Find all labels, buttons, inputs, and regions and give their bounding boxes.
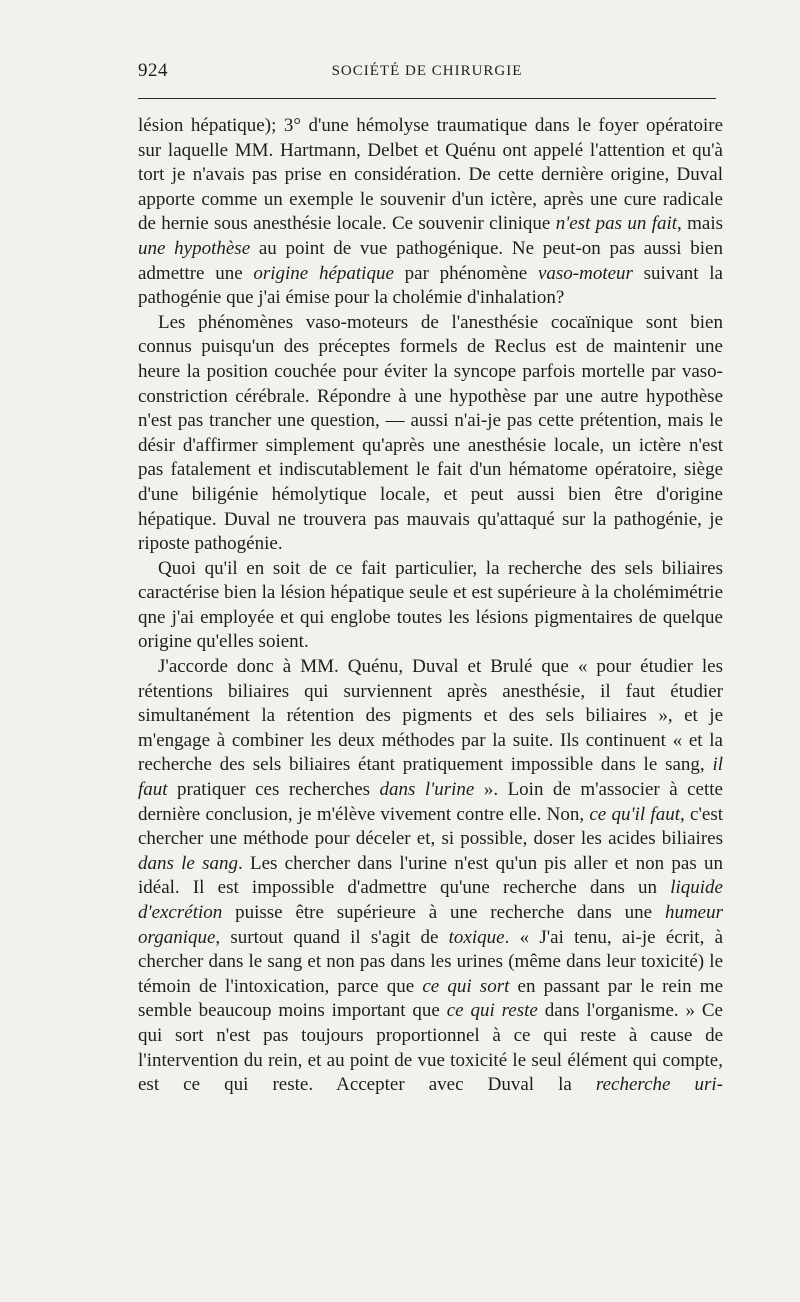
text-run: pratiquer ces recherches [167,779,380,801]
page-header [138,60,716,84]
italic-text: liquide d'excrétion [138,877,723,923]
italic-text: toxique [448,926,505,948]
text-run: par phénomène [393,262,538,284]
text-run: Les phénomènes vaso-moteurs de l'anesthésie cocaïnique sont bien connus puisqu'un des préceptes formels de Reclus est de maintenir une heure la position couchée pour éviter la syncope parfois mortelle par vaso-constriction cérébrale. Répondre à une hypothèse par une autre hypothèse n'est pas trancher une question, — aussi n'ai-je pas cette prétention, mais le désir d'affirmer simplement qu'après une anesthésie locale, un ictère n'est pas fatalement et indiscutablement le fait d'un hématome opératoire, siège d'une biligénie hémolytique locale, et peut aussi bien être d'origine hépatique. Duval ne trouvera pas mauvais qu'attaqué sur la pathogénie, je riposte pathogénie. [138,311,723,555]
italic-text: ce qui sort [422,975,510,997]
text-run: . « J'ai tenu, ai-je écrit, à chercher dans le sang et non pas dans les urines (même dans leur toxicité) le témoin de l'intoxication, parce que [138,926,723,997]
body-text [138,114,723,1098]
italic-text: dans l'urine [379,779,475,801]
text-run: dans l'organisme. » Ce qui sort n'est pas toujours proportionnel à ce qui reste à cause de l'intervention du rein, et au point de vue toxicité le seul élément qui compte, est ce qui reste. Accepter avec Duval la [138,1000,723,1096]
text-run: . Les chercher dans l'urine n'est qu'un pis aller et non pas un idéal. Il est impossible d'admettre qu'une recherche dans un [138,852,724,899]
italic-text: dans le sang [138,852,238,874]
text-run: suivant la pathogénie que j'ai émise pour la cholémie d'inhalation? [138,262,723,309]
italic-text: humeur organique [138,902,723,948]
italic-text: vaso-moteur [537,262,633,284]
text-run: ». Loin de m'associer à cette dernière conclusion, je m'élève vivement contre elle. Non, [138,779,723,825]
text-run: puisse être supérieure à une recherche dans une [222,902,665,923]
italic-text: recherche uri- [595,1074,724,1096]
page-number: 924 [138,60,168,81]
text-run: J'accorde donc à MM. Quénu, Duval et Brulé que « pour étudier les rétentions biliaires qui surviennent après anesthésie, il faut étudier simultanément la rétention des pigments et des sels biliaires », et je m'engage à combiner les deux méthodes par la suite. Ils continuent « et la recherche des sels biliaires étant pratiquement impossible dans le sang, [138,656,723,776]
text-run: , surtout quand il s'agit de [215,926,449,948]
italic-text: il faut [138,754,723,801]
italic-text: origine hépatique [253,262,394,284]
paragraph [138,311,723,557]
text-run: , c'est chercher une méthode pour déceler et, si possible, doser les acides biliaires [138,803,723,850]
text-run: , mais [677,213,724,235]
paragraph [138,114,723,311]
italic-text: une hypothèse [138,237,251,259]
text-run: au point de vue pathogénique. Ne peut-on pas aussi bien admettre une [138,237,723,284]
running-head: SOCIÉTÉ DE CHIRURGIE [331,63,523,79]
paragraph [138,557,723,655]
text-run: lésion hépatique); 3° d'une hémolyse traumatique dans le foyer opératoire sur laquelle MM. Hartmann, Delbet et Quénu ont appelé l'attention et qu'à tort je n'avais pas prise en considération. De cette dernière origine, Duval apporte comme un exemple le souvenir d'un ictère, après une cure radicale de hernie sous anesthésie locale. Ce souvenir clinique [138,115,723,235]
italic-text: ce qu'il faut [589,803,680,825]
header-rule [138,98,716,99]
text-run: en passant par le rein me semble beaucoup moins important que [138,975,723,1022]
italic-text: n'est pas un fait [555,213,678,235]
italic-text: ce qui reste [446,1000,538,1022]
paragraph [138,655,723,1098]
text-run: Quoi qu'il en soit de ce fait particulier, la recherche des sels biliaires caractérise bien la lésion hépatique seule et est supérieure à la cholémimétrie qne j'ai employée et qui englobe toutes les lésions pigmentaires de quelque origine qu'elles soient. [138,557,723,653]
